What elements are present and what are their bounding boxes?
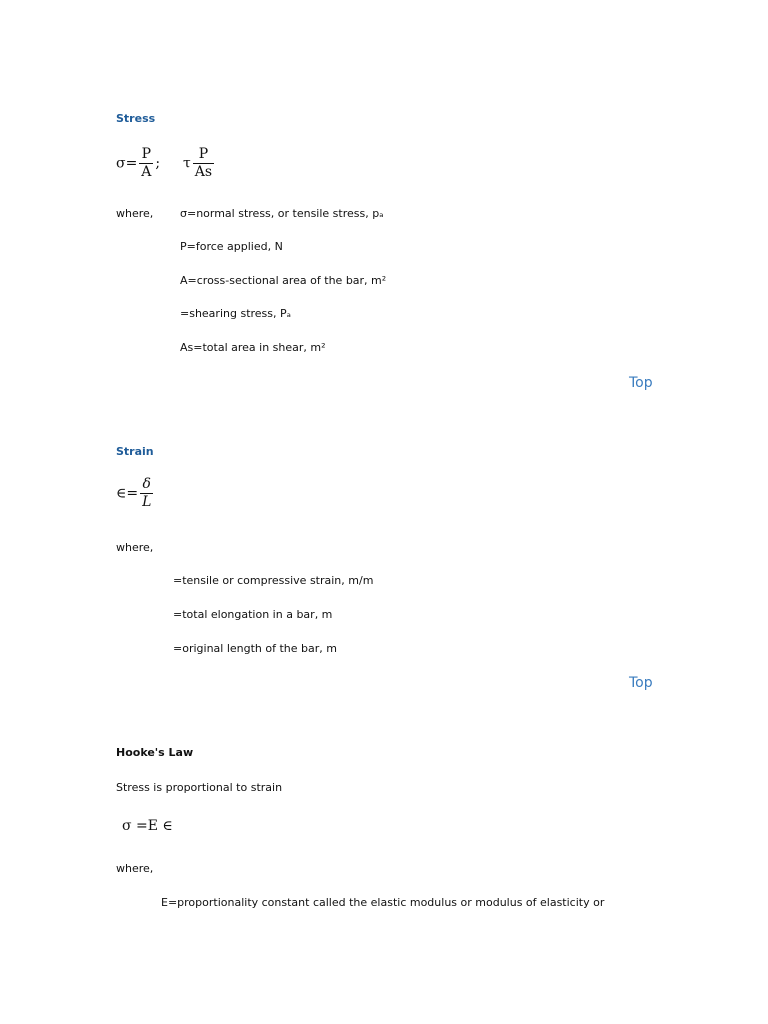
strain-top-link[interactable]: Top — [629, 675, 653, 691]
hookes-law-formula: σ =E ∈ — [122, 818, 173, 834]
stress-denominator: A — [141, 164, 152, 180]
tau-symbol: τ — [183, 155, 191, 172]
hookes-law-heading: Hooke's Law — [116, 746, 194, 759]
equals-sign: = — [125, 155, 138, 172]
stress-formula — [116, 146, 216, 181]
equals-sign: = — [126, 485, 139, 502]
formula-separator: ; — [155, 155, 161, 172]
strain-formula — [116, 476, 155, 511]
stress-numerator: P — [141, 146, 152, 162]
strain-heading: Strain — [116, 445, 154, 458]
stress-def-force: P=force applied, N — [180, 240, 283, 253]
stress-heading: Stress — [116, 112, 156, 125]
strain-denominator: L — [142, 494, 152, 510]
stress-fraction — [139, 146, 153, 181]
strain-def-length: =original length of the bar, m — [173, 642, 337, 655]
shear-fraction — [193, 146, 214, 181]
stress-def-shear-area: As=total area in shear, m² — [180, 341, 326, 354]
strain-fraction — [140, 476, 153, 511]
hookes-where-label: where, — [116, 862, 154, 875]
strain-numerator: δ — [142, 476, 151, 492]
stress-top-link[interactable]: Top — [629, 375, 653, 391]
strain-def-strain: =tensile or compressive strain, m/m — [173, 574, 374, 587]
stress-where-label: where, — [116, 207, 154, 220]
stress-def-normal: σ=normal stress, or tensile stress, pₐ — [180, 207, 384, 220]
shear-denominator: As — [194, 164, 213, 180]
epsilon-symbol: ∈ — [116, 485, 127, 502]
stress-def-area: A=cross-sectional area of the bar, m² — [180, 274, 387, 287]
hookes-def-modulus: E=proportionality constant called the elastic modulus or modulus of elasticity or — [161, 896, 605, 909]
sigma-symbol: σ — [116, 155, 126, 172]
shear-numerator: P — [198, 146, 209, 162]
strain-def-elongation: =total elongation in a bar, m — [173, 608, 333, 621]
strain-where-label: where, — [116, 541, 154, 554]
hookes-law-intro: Stress is proportional to strain — [116, 781, 283, 794]
stress-def-shear: =shearing stress, Pₐ — [180, 307, 291, 320]
